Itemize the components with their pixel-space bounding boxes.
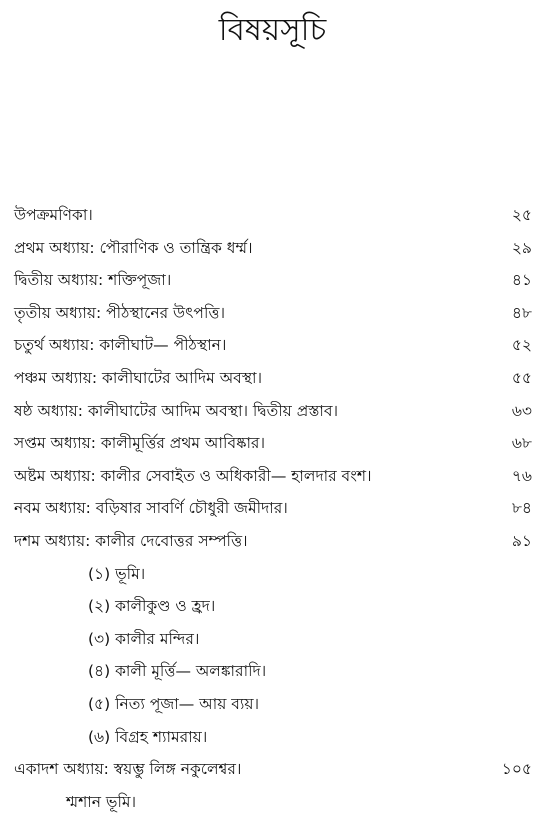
toc-subentry (14, 591, 540, 624)
toc-subentry-label: (৪) কালী মূর্ত্তি— অলঙ্কারাদি। (88, 662, 267, 681)
toc-entry-page: ৪৮ (511, 303, 532, 322)
toc-subentry (14, 689, 540, 722)
toc-entry-page: ৯১ (511, 531, 532, 550)
toc-subentry-label: (১) ভূমি। (88, 564, 146, 583)
toc-entry-label: চতুর্থ অধ্যায়: কালীঘাট— পীঠস্থান। (14, 336, 227, 355)
page-title: বিষয়সূচি (218, 12, 327, 48)
toc-entry (14, 396, 540, 429)
toc-subentry-label: (৫) নিত্য পূজা— আয় ব্যয়। (88, 694, 260, 713)
toc-entry-label: ষষ্ঠ অধ্যায়: কালীঘাটের আদিম অবস্থা। দ্বিতীয় প্রস্তাব। (14, 401, 339, 420)
toc-entry (14, 233, 540, 266)
toc-entry-label: তৃতীয় অধ্যায়: পীঠস্থানের উৎপত্তি। (14, 303, 226, 322)
table-of-contents (14, 200, 540, 819)
toc-entry-page: ৮৪ (511, 499, 532, 518)
toc-subentry (14, 722, 540, 755)
toc-entry (14, 493, 540, 526)
toc-entry (14, 265, 540, 298)
toc-entry-label: অষ্টম অধ্যায়: কালীর সেবাইত ও অধিকারী— হালদার বংশ। (14, 466, 372, 485)
toc-entry-continuation (14, 787, 540, 819)
toc-entry-page: ৬৮ (511, 434, 532, 453)
toc-entry-page: ১০৫ (501, 760, 532, 779)
toc-entry (14, 298, 540, 331)
toc-entry-label: প্রথম অধ্যায়: পৌরাণিক ও তান্ত্রিক ধর্ম্ম। (14, 238, 253, 257)
toc-entry-page: ৫২ (511, 336, 532, 355)
toc-continuation-label: শ্মশান ভূমি। (66, 792, 137, 811)
toc-entry (14, 428, 540, 461)
toc-entry-page: ২৫ (511, 206, 532, 224)
toc-entry-label: সপ্তম অধ্যায়: কালীমূর্ত্তির প্রথম আবিষ্কার। (14, 434, 266, 453)
toc-entry (14, 200, 540, 233)
toc-entry-label: দ্বিতীয় অধ্যায়: শক্তিপূজা। (14, 271, 172, 290)
toc-subentry (14, 559, 540, 592)
toc-entry (14, 363, 540, 396)
toc-subentry-label: (২) কালীকুণ্ড ও হ্রদ। (88, 597, 216, 616)
toc-entry-label: পঞ্চম অধ্যায়: কালীঘাটের আদিম অবস্থা। (14, 368, 263, 387)
toc-entry-page: ৬৩ (511, 401, 532, 420)
toc-entry (14, 330, 540, 363)
toc-entry-page: ৭৬ (511, 466, 532, 485)
toc-entry-page: ৪১ (511, 271, 532, 290)
toc-subentry-label: (৬) বিগ্রহ শ্যামরায়। (88, 727, 208, 746)
toc-entry (14, 754, 540, 787)
toc-entry (14, 461, 540, 494)
toc-entry (14, 526, 540, 559)
toc-entry-label: উপক্রমণিকা। (14, 206, 93, 224)
toc-entry-label: নবম অধ্যায়: বড়িষার সাবর্ণি চৌধুরী জমীদার। (14, 499, 288, 518)
toc-entry-label: দশম অধ্যায়: কালীর দেবোত্তর সম্পত্তি। (14, 531, 248, 550)
toc-subentry-label: (৩) কালীর মন্দির। (88, 629, 200, 648)
toc-entry-page: ৫৫ (511, 368, 532, 387)
toc-subentry (14, 656, 540, 689)
toc-entry-page: ২৯ (511, 238, 532, 257)
toc-subentry (14, 624, 540, 657)
toc-entry-label: একাদশ অধ্যায়: স্বয়ম্ভু লিঙ্গ নকুলেশ্বর। (14, 760, 242, 779)
